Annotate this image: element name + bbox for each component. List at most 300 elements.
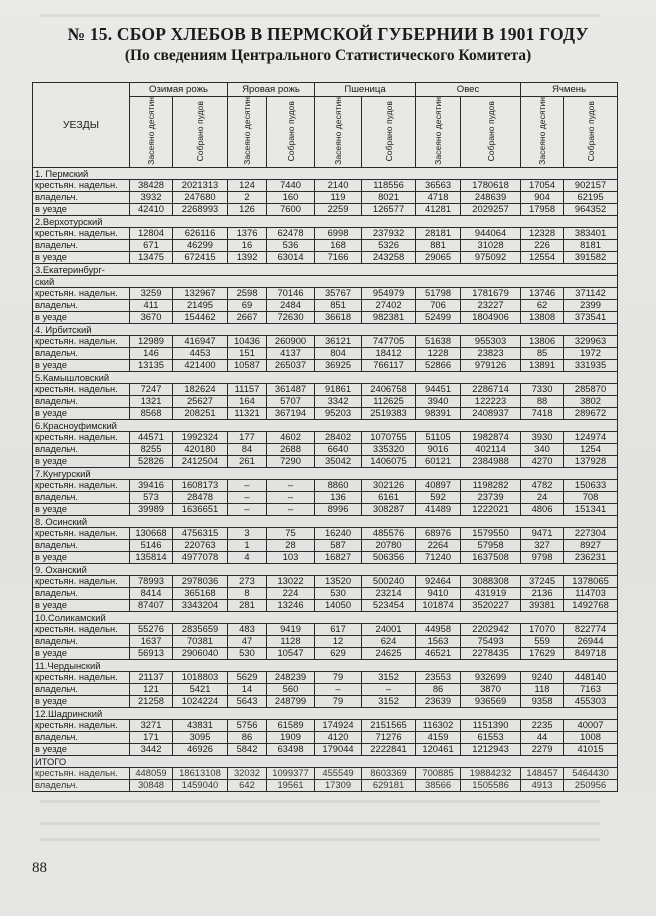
table-cell: 16240	[315, 527, 362, 539]
table-cell: 1992324	[173, 431, 228, 443]
table-cell: 8927	[564, 539, 618, 551]
table-cell: 4453	[173, 347, 228, 359]
table-cell: 7163	[564, 683, 618, 695]
table-row	[33, 599, 618, 611]
row-label: крестьян. надельн.	[33, 383, 130, 395]
table-cell: 2384988	[461, 455, 521, 467]
table-cell: 39989	[130, 503, 173, 515]
table-cell: 982381	[362, 311, 416, 323]
table-cell: 1505586	[461, 779, 521, 791]
table-cell: 46926	[173, 743, 228, 755]
table-cell: 485576	[362, 527, 416, 539]
subheader-collected	[461, 97, 521, 168]
table-cell: 118	[521, 683, 564, 695]
row-label: в уезде	[33, 251, 130, 263]
row-label: владельч.	[33, 299, 130, 311]
subheader-sown	[416, 97, 461, 168]
table-cell: 261	[228, 455, 267, 467]
table-row	[33, 287, 618, 299]
row-label: владельч.	[33, 779, 130, 791]
bleed-through-line	[40, 800, 600, 803]
table-cell: 8568	[130, 407, 173, 419]
table-row	[33, 479, 618, 491]
table-cell: 1637	[130, 635, 173, 647]
table-cell: 248799	[267, 695, 315, 707]
district-header-row	[33, 611, 618, 623]
table-cell: 2906040	[173, 647, 228, 659]
subheader-collected	[564, 97, 618, 168]
table-row	[33, 503, 618, 515]
table-cell: 448140	[564, 671, 618, 683]
table-cell: 120461	[416, 743, 461, 755]
page-title: № 15. СБОР ХЛЕБОВ В ПЕРМСКОЙ ГУБЕРНИИ В 1901 ГОДУ	[67, 24, 589, 44]
table-cell: 17629	[521, 647, 564, 659]
district-name: 10.Соликамский	[33, 611, 618, 623]
table-cell: 86	[416, 683, 461, 695]
table-cell: 7330	[521, 383, 564, 395]
table-cell: 3342	[315, 395, 362, 407]
table-cell: 411	[130, 299, 173, 311]
table-cell: 62195	[564, 191, 618, 203]
table-cell: 23823	[461, 347, 521, 359]
table-cell: 179044	[315, 743, 362, 755]
table-cell: 1222021	[461, 503, 521, 515]
table-cell: 3930	[521, 431, 564, 443]
table-cell: 6161	[362, 491, 416, 503]
table-row	[33, 683, 618, 695]
district-header-row	[33, 371, 618, 383]
table-cell: 13475	[130, 251, 173, 263]
table-cell: 455303	[564, 695, 618, 707]
district-name: 3.Екатеринбург-	[33, 263, 618, 275]
table-cell: 592	[416, 491, 461, 503]
table-cell: 2484	[267, 299, 315, 311]
table-cell: 3940	[416, 395, 461, 407]
group-header: Овес	[416, 83, 521, 97]
table-cell: 174924	[315, 719, 362, 731]
table-cell: 4782	[521, 479, 564, 491]
table-cell: 708	[564, 491, 618, 503]
table-row	[33, 575, 618, 587]
table-cell: 448059	[130, 767, 173, 779]
table-cell: 114703	[564, 587, 618, 599]
row-label: владельч.	[33, 635, 130, 647]
subheader-label: Засеяно десятин	[333, 97, 344, 165]
bleed-through-line	[40, 838, 600, 841]
table-cell: 2259	[315, 203, 362, 215]
table-cell: 2	[228, 191, 267, 203]
table-row	[33, 359, 618, 371]
table-row	[33, 539, 618, 551]
table-cell: 1	[228, 539, 267, 551]
district-name: 1. Пермский	[33, 167, 618, 179]
table-cell: 63498	[267, 743, 315, 755]
district-header-row	[33, 659, 618, 671]
table-cell: 671	[130, 239, 173, 251]
table-cell: 8860	[315, 479, 362, 491]
table-cell: 851	[315, 299, 362, 311]
table-cell: 121	[130, 683, 173, 695]
table-cell: 98391	[416, 407, 461, 419]
table-cell: 9419	[267, 623, 315, 635]
table-cell: 2412504	[173, 455, 228, 467]
table-cell: 112625	[362, 395, 416, 407]
district-name: 12.Шадринский	[33, 707, 618, 719]
table-cell: 2029257	[461, 203, 521, 215]
table-cell: 164	[228, 395, 267, 407]
row-label: крестьян. надельн.	[33, 479, 130, 491]
table-cell: 573	[130, 491, 173, 503]
table-cell: –	[267, 491, 315, 503]
district-header-row	[33, 707, 618, 719]
uezdy-header: УЕЗДЫ	[33, 83, 130, 168]
table-cell: 506356	[362, 551, 416, 563]
table-cell: 41281	[416, 203, 461, 215]
district-name: 4. Ирбитский	[33, 323, 618, 335]
table-cell: 367194	[267, 407, 315, 419]
row-label: крестьян. надельн.	[33, 767, 130, 779]
table-cell: 420180	[173, 443, 228, 455]
row-label: владельч.	[33, 539, 130, 551]
table-cell: 2667	[228, 311, 267, 323]
table-cell: 747705	[362, 335, 416, 347]
table-cell: 975092	[461, 251, 521, 263]
table-cell: 523454	[362, 599, 416, 611]
row-label: крестьян. надельн.	[33, 671, 130, 683]
district-header-row	[33, 755, 618, 767]
district-name: ский	[33, 275, 618, 287]
table-cell: 6998	[315, 227, 362, 239]
table-cell: –	[267, 479, 315, 491]
table-cell: 247680	[173, 191, 228, 203]
row-label: крестьян. надельн.	[33, 335, 130, 347]
table-row	[33, 227, 618, 239]
table-cell: 18412	[362, 347, 416, 359]
table-cell: 7600	[267, 203, 315, 215]
table-cell: 13746	[521, 287, 564, 299]
district-header-row	[33, 419, 618, 431]
table-cell: 902157	[564, 179, 618, 191]
table-cell: –	[315, 683, 362, 695]
table-cell: 224	[267, 587, 315, 599]
district-header-row	[33, 263, 618, 275]
table-cell: 1637508	[461, 551, 521, 563]
table-cell: 75	[267, 527, 315, 539]
table-cell: 331935	[564, 359, 618, 371]
table-cell: 248639	[461, 191, 521, 203]
table-cell: 2268993	[173, 203, 228, 215]
group-header: Яровая рожь	[228, 83, 315, 97]
table-cell: 361487	[267, 383, 315, 395]
table-cell: 40007	[564, 719, 618, 731]
table-cell: 86	[228, 731, 267, 743]
table-cell: 932699	[461, 671, 521, 683]
table-cell: 2264	[416, 539, 461, 551]
table-cell: 13806	[521, 335, 564, 347]
row-label: в уезде	[33, 647, 130, 659]
table-cell: 5146	[130, 539, 173, 551]
subheader-collected	[267, 97, 315, 168]
row-label: крестьян. надельн.	[33, 527, 130, 539]
table-cell: 617	[315, 623, 362, 635]
table-cell: 8	[228, 587, 267, 599]
row-label: в уезде	[33, 455, 130, 467]
row-label: крестьян. надельн.	[33, 287, 130, 299]
page-number: 88	[32, 860, 47, 876]
table-cell: 63014	[267, 251, 315, 263]
table-cell: 12554	[521, 251, 564, 263]
table-cell: 8255	[130, 443, 173, 455]
table-cell: 35767	[315, 287, 362, 299]
table-cell: 2598	[228, 287, 267, 299]
table-cell: 27402	[362, 299, 416, 311]
table-cell: 37245	[521, 575, 564, 587]
table-cell: 75493	[461, 635, 521, 647]
table-cell: 1972	[564, 347, 618, 359]
table-cell: 71240	[416, 551, 461, 563]
table-cell: 177	[228, 431, 267, 443]
table-cell: 3152	[362, 671, 416, 683]
table-cell: 3271	[130, 719, 173, 731]
table-cell: 52499	[416, 311, 461, 323]
row-label: владельч.	[33, 239, 130, 251]
table-cell: 8603369	[362, 767, 416, 779]
table-cell: 4137	[267, 347, 315, 359]
subheader-label: Засеяно десятин	[537, 97, 548, 165]
table-cell: 587	[315, 539, 362, 551]
table-cell: 9016	[416, 443, 461, 455]
table-cell: 2151565	[362, 719, 416, 731]
table-row	[33, 311, 618, 323]
table-cell: 87407	[130, 599, 173, 611]
table-cell: 7290	[267, 455, 315, 467]
table-cell: 629181	[362, 779, 416, 791]
table-cell: 208251	[173, 407, 228, 419]
table-row	[33, 647, 618, 659]
table-cell: 285870	[564, 383, 618, 395]
group-header: Пшеница	[315, 83, 416, 97]
table-cell: 944064	[461, 227, 521, 239]
table-cell: 12804	[130, 227, 173, 239]
table-cell: 3152	[362, 695, 416, 707]
table-cell: 1024224	[173, 695, 228, 707]
table-cell: 17309	[315, 779, 362, 791]
table-cell: 171	[130, 731, 173, 743]
table-cell: 1563	[416, 635, 461, 647]
row-label: владельч.	[33, 395, 130, 407]
table-cell: 23214	[362, 587, 416, 599]
table-cell: –	[228, 503, 267, 515]
table-cell: 265037	[267, 359, 315, 371]
table-cell: 4120	[315, 731, 362, 743]
table-cell: 3095	[173, 731, 228, 743]
table-cell: 483	[228, 623, 267, 635]
table-cell: 36618	[315, 311, 362, 323]
table-cell: 24001	[362, 623, 416, 635]
district-header-row	[33, 563, 618, 575]
table-cell: 16827	[315, 551, 362, 563]
table-row	[33, 671, 618, 683]
table-cell: 4	[228, 551, 267, 563]
table-cell: 39381	[521, 599, 564, 611]
table-cell: 3932	[130, 191, 173, 203]
table-cell: 101874	[416, 599, 461, 611]
table-cell: 31028	[461, 239, 521, 251]
table-cell: 500240	[362, 575, 416, 587]
table-row	[33, 635, 618, 647]
table-cell: 36121	[315, 335, 362, 347]
table-cell: 151341	[564, 503, 618, 515]
table-row	[33, 407, 618, 419]
table-cell: 1151390	[461, 719, 521, 731]
table-cell: 21137	[130, 671, 173, 683]
table-cell: 3259	[130, 287, 173, 299]
table-cell: 35042	[315, 455, 362, 467]
table-cell: 103	[267, 551, 315, 563]
table-cell: 365168	[173, 587, 228, 599]
table-cell: 2222841	[362, 743, 416, 755]
table-row	[33, 767, 618, 779]
table-cell: 154462	[173, 311, 228, 323]
table-cell: 12989	[130, 335, 173, 347]
table-cell: 79	[315, 671, 362, 683]
row-label: крестьян. надельн.	[33, 719, 130, 731]
table-cell: 51798	[416, 287, 461, 299]
table-cell: 24	[521, 491, 564, 503]
table-cell: 5707	[267, 395, 315, 407]
table-cell: 12	[315, 635, 362, 647]
table-cell: 954979	[362, 287, 416, 299]
table-cell: 1008	[564, 731, 618, 743]
table-cell: 126	[228, 203, 267, 215]
table-cell: 3670	[130, 311, 173, 323]
district-name: 11.Чердынский	[33, 659, 618, 671]
table-cell: 122223	[461, 395, 521, 407]
row-label: в уезде	[33, 311, 130, 323]
table-cell: 260900	[267, 335, 315, 347]
table-row	[33, 251, 618, 263]
table-cell: 881	[416, 239, 461, 251]
table-cell: 1608173	[173, 479, 228, 491]
district-header-row	[33, 515, 618, 527]
row-label: владельч.	[33, 683, 130, 695]
table-cell: 19884232	[461, 767, 521, 779]
table-cell: 7166	[315, 251, 362, 263]
table-cell: 24625	[362, 647, 416, 659]
table-cell: 955303	[461, 335, 521, 347]
table-cell: 29065	[416, 251, 461, 263]
row-label: владельч.	[33, 191, 130, 203]
subheader-sown	[228, 97, 267, 168]
table-cell: 69	[228, 299, 267, 311]
table-cell: 40897	[416, 479, 461, 491]
table-cell: 52866	[416, 359, 461, 371]
table-cell: 182624	[173, 383, 228, 395]
table-cell: 1376	[228, 227, 267, 239]
subheader-sown	[130, 97, 173, 168]
table-cell: 5629	[228, 671, 267, 683]
table-cell: 904	[521, 191, 564, 203]
table-cell: 124974	[564, 431, 618, 443]
table-cell: 220763	[173, 539, 228, 551]
row-label: крестьян. надельн.	[33, 431, 130, 443]
table-cell: 17054	[521, 179, 564, 191]
table-cell: 4602	[267, 431, 315, 443]
table-cell: 402114	[461, 443, 521, 455]
table-cell: 10587	[228, 359, 267, 371]
table-cell: 243258	[362, 251, 416, 263]
table-cell: 3088308	[461, 575, 521, 587]
table-cell: 79	[315, 695, 362, 707]
table-cell: 5756	[228, 719, 267, 731]
table-cell: 2408937	[461, 407, 521, 419]
table-cell: 2136	[521, 587, 564, 599]
table-cell: 642	[228, 779, 267, 791]
table-cell: 6640	[315, 443, 362, 455]
table-cell: 44571	[130, 431, 173, 443]
table-cell: 391582	[564, 251, 618, 263]
table-cell: 13246	[267, 599, 315, 611]
table-cell: 55276	[130, 623, 173, 635]
table-cell: 964352	[564, 203, 618, 215]
table-cell: 383401	[564, 227, 618, 239]
subheader-label: Собрано пудов	[383, 100, 394, 162]
table-cell: 2202942	[461, 623, 521, 635]
subheader-label: Собрано пудов	[485, 100, 496, 162]
table-cell: 455549	[315, 767, 362, 779]
row-label: в уезде	[33, 407, 130, 419]
table-cell: 13808	[521, 311, 564, 323]
table-cell: 46299	[173, 239, 228, 251]
table-cell: 17070	[521, 623, 564, 635]
table-cell: 94451	[416, 383, 461, 395]
table-cell: 1254	[564, 443, 618, 455]
table-cell: 560	[267, 683, 315, 695]
district-name: 6.Красноуфимский	[33, 419, 618, 431]
table-cell: 56913	[130, 647, 173, 659]
table-cell: 23639	[416, 695, 461, 707]
table-cell: 281	[228, 599, 267, 611]
table-cell: –	[228, 479, 267, 491]
row-label: в уезде	[33, 551, 130, 563]
table-cell: 28181	[416, 227, 461, 239]
table-cell: 61589	[267, 719, 315, 731]
table-cell: 1780618	[461, 179, 521, 191]
district-header-row	[33, 167, 618, 179]
district-header-row	[33, 215, 618, 227]
table-cell: 28478	[173, 491, 228, 503]
table-cell: 1492768	[564, 599, 618, 611]
table-cell: 629	[315, 647, 362, 659]
subheader-label: Засеяно десятин	[146, 97, 156, 165]
table-cell: 530	[228, 647, 267, 659]
table-cell: 4159	[416, 731, 461, 743]
table-cell: 62	[521, 299, 564, 311]
table-cell: 42410	[130, 203, 173, 215]
table-cell: 536	[267, 239, 315, 251]
table-cell: 4718	[416, 191, 461, 203]
table-row	[33, 335, 618, 347]
table-row	[33, 239, 618, 251]
table-cell: 1804906	[461, 311, 521, 323]
table-row	[33, 623, 618, 635]
table-cell: 302126	[362, 479, 416, 491]
table-cell: 248239	[267, 671, 315, 683]
table-cell: 119	[315, 191, 362, 203]
table-cell: 2235	[521, 719, 564, 731]
table-cell: 38428	[130, 179, 173, 191]
table-cell: 672415	[173, 251, 228, 263]
